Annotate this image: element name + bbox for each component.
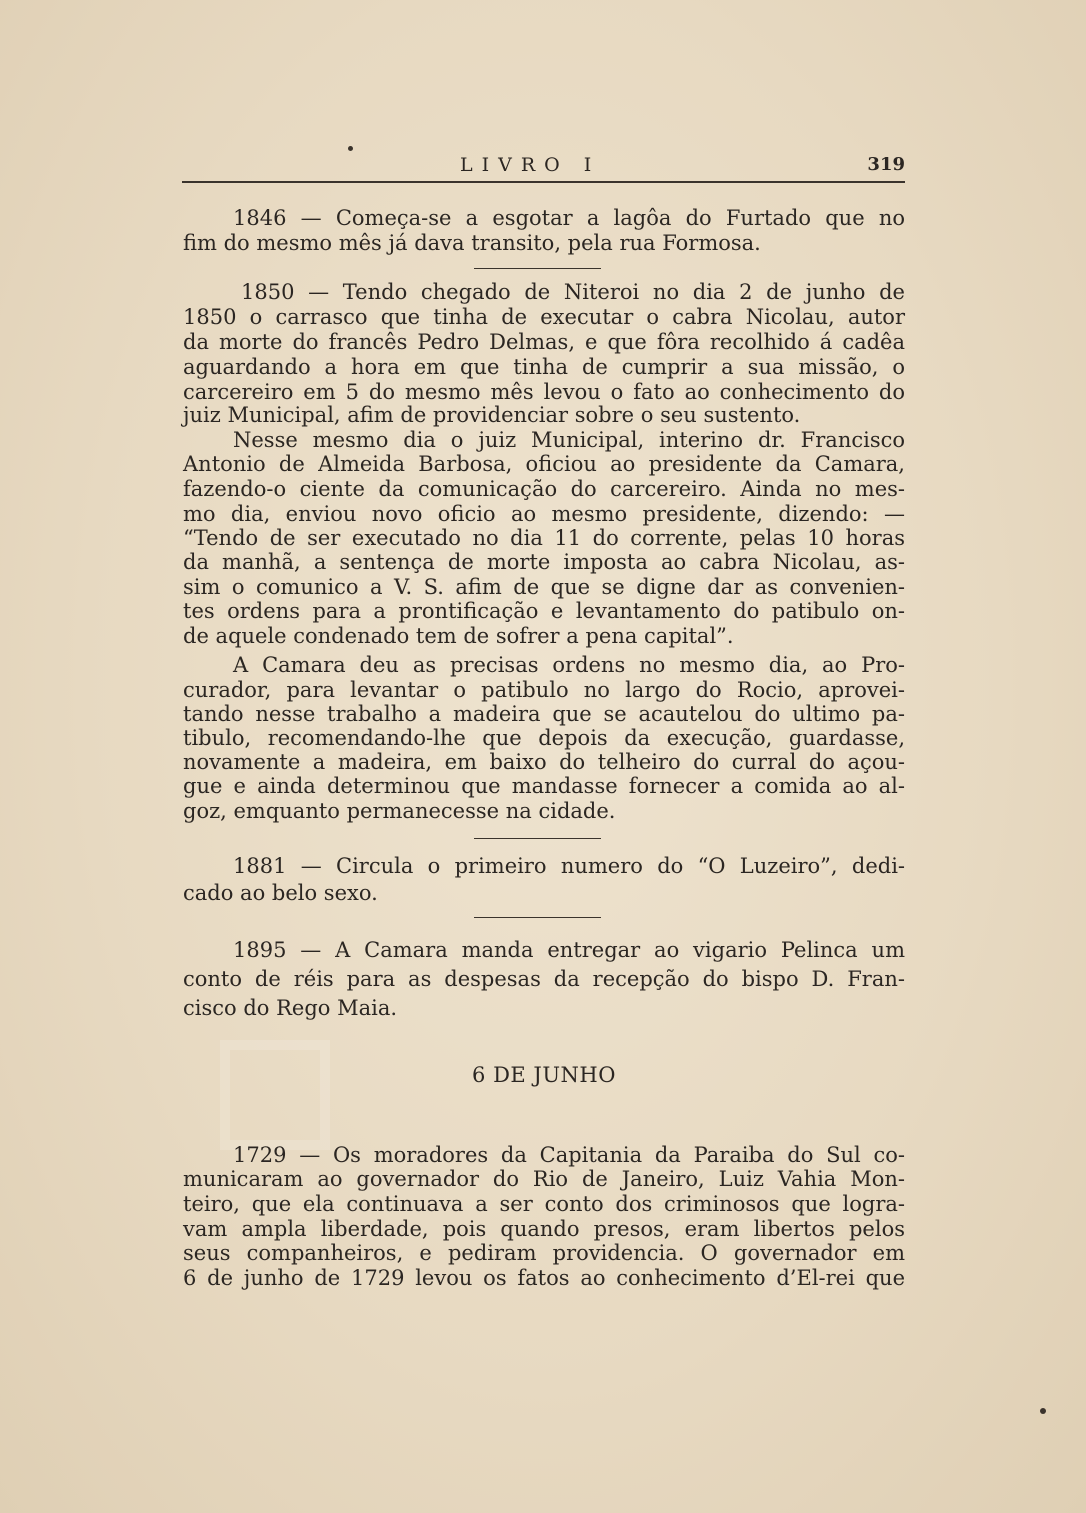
entry-1895-line-3: cisco do Rego Maia. bbox=[183, 996, 398, 1020]
entry-1850-line-16: A Camara deu as precisas ordens no mesmo dia, ao Pro- bbox=[233, 653, 905, 677]
entry-1729-line-1: 1729 — Os moradores da Capitania da Paraiba do Sul co- bbox=[233, 1143, 905, 1167]
entry-1850-line-2: 1850 o carrasco que tinha de executar o cabra Nicolau, autor bbox=[183, 305, 905, 329]
running-header bbox=[183, 154, 905, 180]
entry-1850-line-19: tibulo, recomendando-lhe que depois da execução, guardasse, bbox=[183, 726, 905, 750]
section-heading: 6 DE JUNHO bbox=[472, 1063, 616, 1087]
header-rule bbox=[182, 181, 905, 183]
entry-1729-line-5: seus companheiros, e pediram providencia. O governador em bbox=[183, 1241, 905, 1265]
entry-1881-line-2: cado ao belo sexo. bbox=[183, 881, 378, 905]
entry-1895-line-2: conto de réis para as despesas da recepção do bispo D. Fran- bbox=[183, 967, 905, 991]
entry-1850-line-14: tes ordens para a prontificação e levantamento do patibulo on- bbox=[183, 599, 905, 623]
entry-1881-line-1: 1881 — Circula o primeiro numero do “O Luzeiro”, dedi- bbox=[233, 854, 905, 878]
entry-1850-line-8: Antonio de Almeida Barbosa, oficiou ao presidente da Camara, bbox=[183, 452, 905, 476]
entry-separator bbox=[474, 268, 601, 269]
entry-1850-line-1: 1850 — Tendo chegado de Niteroi no dia 2 de junho de bbox=[241, 280, 905, 304]
entry-1850-line-3: da morte do francês Pedro Delmas, e que fôra recolhido á cadêa bbox=[183, 330, 905, 354]
entry-1850-line-18: tando nesse trabalho a madeira que se acautelou do ultimo pa- bbox=[183, 702, 905, 726]
entry-separator bbox=[474, 838, 601, 839]
entry-1729-line-2: municaram ao governador do Rio de Janeiro, Luiz Vahia Mon- bbox=[183, 1167, 905, 1191]
entry-1850-line-6: juiz Municipal, afim de providenciar sobre o seu sustento. bbox=[183, 403, 801, 427]
entry-1850-line-11: “Tendo de ser executado no dia 11 do corrente, pelas 10 horas bbox=[183, 526, 905, 550]
entry-1850-line-5: carcereiro em 5 do mesmo mês levou o fato ao conhecimento do bbox=[183, 380, 905, 404]
entry-1850-line-15: de aquele condenado tem de sofrer a pena capital”. bbox=[183, 624, 734, 648]
entry-1729-line-4: vam ampla liberdade, pois quando presos, eram libertos pelos bbox=[183, 1217, 905, 1241]
entry-1846-line-1: 1846 — Começa-se a esgotar a lagôa do Furtado que no bbox=[233, 206, 905, 230]
entry-1850-line-7: Nesse mesmo dia o juiz Municipal, interino dr. Francisco bbox=[233, 428, 905, 452]
entry-1895-line-1: 1895 — A Camara manda entregar ao vigario Pelinca um bbox=[233, 938, 905, 962]
entry-1850-line-4: aguardando a hora em que tinha de cumprir a sua missão, o bbox=[183, 355, 905, 379]
ink-speck bbox=[348, 146, 353, 151]
entry-1729-line-6: 6 de junho de 1729 levou os fatos ao conhecimento d’El-rei que bbox=[183, 1266, 905, 1290]
entry-1850-line-10: mo dia, enviou novo oficio ao mesmo presidente, dizendo: — bbox=[183, 502, 905, 526]
ink-speck bbox=[1040, 1408, 1046, 1414]
entry-1850-line-13: sim o comunico a V. S. afim de que se digne dar as convenien- bbox=[183, 575, 905, 599]
entry-1850-line-12: da manhã, a sentença de morte imposta ao cabra Nicolau, as- bbox=[183, 550, 905, 574]
running-title: LIVRO I bbox=[460, 154, 601, 176]
entry-1850-line-17: curador, para levantar o patibulo no largo do Rocio, aprovei- bbox=[183, 678, 905, 702]
entry-1850-line-9: fazendo-o ciente da comunicação do carcereiro. Ainda no mes- bbox=[183, 477, 905, 501]
entry-separator bbox=[474, 917, 601, 918]
entry-1850-line-20: novamente a madeira, em baixo do telheiro do curral do açou- bbox=[183, 750, 905, 774]
entry-1850-line-21: gue e ainda determinou que mandasse fornecer a comida ao al- bbox=[183, 774, 905, 798]
entry-1846-line-2: fim do mesmo mês já dava transito, pela rua Formosa. bbox=[183, 231, 761, 255]
page-number: 319 bbox=[867, 154, 905, 175]
entry-1729-line-3: teiro, que ela continuava a ser conto dos criminosos que logra- bbox=[183, 1192, 905, 1216]
entry-1850-line-22: goz, emquanto permanecesse na cidade. bbox=[183, 799, 616, 823]
